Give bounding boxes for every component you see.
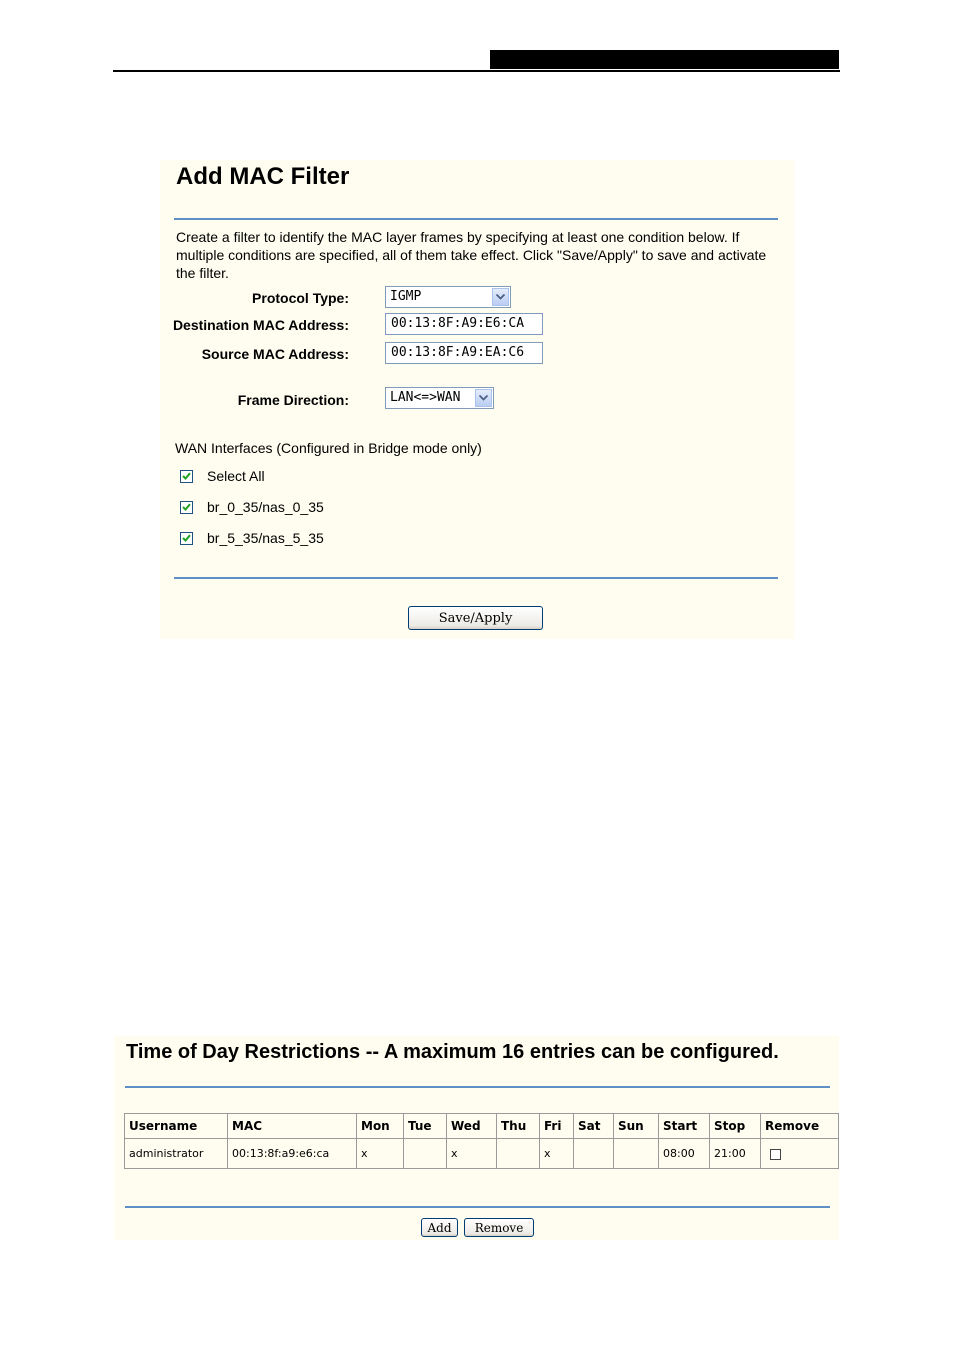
wan-interfaces-title: WAN Interfaces (Configured in Bridge mode only) bbox=[175, 440, 482, 456]
page-title: Add MAC Filter bbox=[176, 163, 350, 190]
column-header: Stop bbox=[710, 1114, 761, 1139]
thu-cell bbox=[497, 1139, 540, 1169]
chevron-down-icon[interactable] bbox=[492, 288, 509, 306]
destination-mac-input[interactable]: 00:13:8F:A9:E6:CA bbox=[385, 313, 543, 335]
save-apply-button[interactable]: Save/Apply bbox=[408, 606, 543, 630]
mac-cell: 00:13:8f:a9:e6:ca bbox=[228, 1139, 357, 1169]
add-button[interactable]: Add bbox=[421, 1218, 458, 1237]
select-all-row[interactable] bbox=[180, 468, 265, 484]
page-header-bar bbox=[490, 50, 839, 69]
time-of-day-panel bbox=[114, 1036, 839, 1240]
column-header: Sat bbox=[574, 1114, 614, 1139]
page-header-rule bbox=[113, 70, 840, 72]
fri-cell: x bbox=[540, 1139, 574, 1169]
column-header: Sun bbox=[614, 1114, 659, 1139]
remove-cell bbox=[761, 1139, 839, 1169]
time-of-day-title: Time of Day Restrictions -- A maximum 16 entries can be configured. bbox=[126, 1041, 779, 1063]
column-header: Username bbox=[125, 1114, 228, 1139]
remove-checkbox[interactable] bbox=[770, 1149, 781, 1160]
column-header: MAC bbox=[228, 1114, 357, 1139]
start-cell: 08:00 bbox=[659, 1139, 710, 1169]
column-header: Fri bbox=[540, 1114, 574, 1139]
stop-cell: 21:00 bbox=[710, 1139, 761, 1169]
chevron-down-icon[interactable] bbox=[475, 389, 492, 407]
protocol-type-label: Protocol Type: bbox=[252, 290, 349, 306]
column-header: Thu bbox=[497, 1114, 540, 1139]
restrictions-table bbox=[124, 1113, 839, 1169]
wan-interface-checkbox[interactable] bbox=[180, 532, 193, 545]
source-mac-label: Source MAC Address: bbox=[201, 346, 349, 362]
add-mac-filter-panel bbox=[160, 160, 794, 639]
wan-interface-row[interactable] bbox=[180, 530, 324, 546]
wan-interface-checkbox[interactable] bbox=[180, 501, 193, 514]
remove-button[interactable]: Remove bbox=[464, 1218, 534, 1237]
wan-interface-label: br_0_35/nas_0_35 bbox=[207, 499, 324, 515]
select-all-checkbox[interactable] bbox=[180, 470, 193, 483]
table-header-row bbox=[125, 1114, 839, 1139]
column-header: Wed bbox=[447, 1114, 497, 1139]
table-row bbox=[125, 1139, 839, 1169]
select-all-label: Select All bbox=[207, 468, 265, 484]
username-cell: administrator bbox=[125, 1139, 228, 1169]
wed-cell: x bbox=[447, 1139, 497, 1169]
column-header: Remove bbox=[761, 1114, 839, 1139]
wan-interface-label: br_5_35/nas_5_35 bbox=[207, 530, 324, 546]
destination-mac-label: Destination MAC Address: bbox=[172, 317, 349, 333]
checkmark-icon bbox=[182, 534, 191, 542]
description-text: Create a filter to identify the MAC layer frames by specifying at least one condition below. If multiple conditions are specified, all of them take effect. Click "Save/Apply" to save and activate the filter. bbox=[176, 229, 767, 281]
checkmark-icon bbox=[182, 503, 191, 511]
column-header: Mon bbox=[357, 1114, 404, 1139]
bottom-divider bbox=[174, 577, 778, 579]
frame-direction-label: Frame Direction: bbox=[237, 392, 349, 408]
wan-interface-row[interactable] bbox=[180, 499, 324, 515]
tue-cell bbox=[404, 1139, 447, 1169]
top-divider bbox=[125, 1086, 830, 1088]
top-divider bbox=[174, 218, 778, 220]
column-header: Start bbox=[659, 1114, 710, 1139]
sat-cell bbox=[574, 1139, 614, 1169]
sun-cell bbox=[614, 1139, 659, 1169]
protocol-type-select[interactable] bbox=[385, 286, 511, 308]
column-header: Tue bbox=[404, 1114, 447, 1139]
mon-cell: x bbox=[357, 1139, 404, 1169]
frame-direction-select[interactable] bbox=[385, 387, 494, 409]
checkmark-icon bbox=[182, 472, 191, 480]
protocol-type-value: IGMP bbox=[390, 289, 422, 304]
frame-direction-value: LAN<=>WAN bbox=[390, 390, 461, 405]
source-mac-input[interactable]: 00:13:8F:A9:EA:C6 bbox=[385, 342, 543, 364]
bottom-divider bbox=[125, 1206, 830, 1208]
